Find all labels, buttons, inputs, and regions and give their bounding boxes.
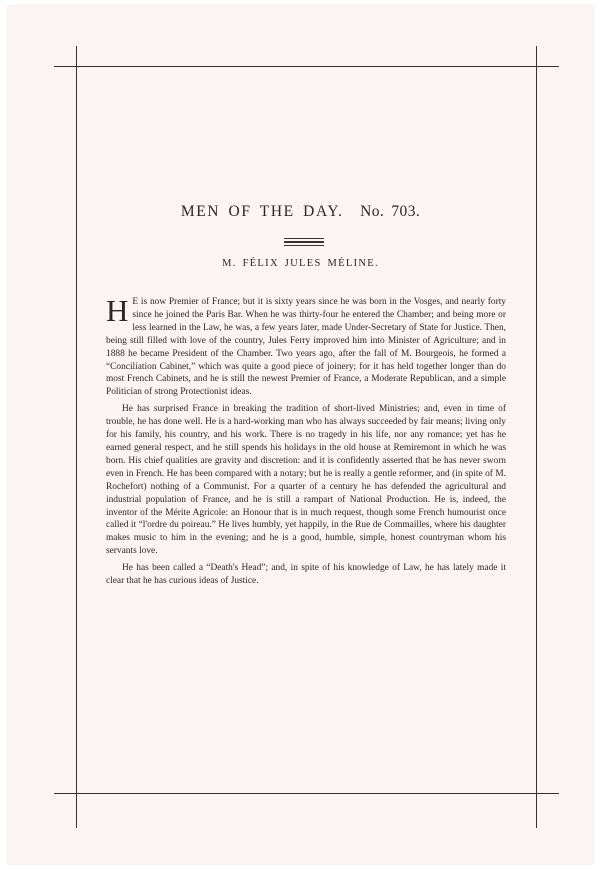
- ornament-rule: [284, 238, 324, 239]
- ornament-rule: [284, 241, 324, 243]
- article-subject: M. FÉLIX JULES MÉLINE.: [222, 258, 379, 269]
- paragraph: [106, 293, 506, 399]
- frame-left-rule: [76, 46, 77, 828]
- article-title: [8, 203, 593, 221]
- page-sheet: [8, 6, 593, 864]
- series-number: No. 703.: [360, 203, 421, 220]
- paragraph: He has been called a “Death's Head”; and, in spite of his knowledge of Law, he has lately made it clear that he has curious ideas of Justice.: [106, 563, 506, 587]
- paragraph: He has surprised France in breaking the tradition of short-lived Ministries; and, even in time of trouble, he has done well. He is a hard-working man who has always succeeded by fair means; living only for his family, his country, and his work. There is no tragedy in his life, nor any romance; yet has he earned general respect, and he still spends his holidays in the old house at Remiremont in which he was born. His chief qualities are gravity and discretion: and it is confidently asserted that he has never sworn even in French. He has been compared with a notary; but he is really a gentle reformer, and (in spite of M. Rochefort) nothing of a Communist. For a quarter of a century he has defended the agricultural and industrial population of France, and he is still a rampart of National Production. He is, indeed, the inventor of the Mérite Agricole: an Honour that is in much request, though some French humourist once called it “l'ordre du poireau.” He lives humbly, yet happily, in the Rue de Commailles, where his daughter makes music to him in the evening; and he is a good, humble, simple, honest countryman whom his servants love.: [106, 404, 506, 557]
- paragraph-text: E is now Premier of France; but it is sixty years since he was born in the Vosges, and nearly forty since he joined the Paris Bar. When he was thirty-four he entered the Chamber; and being more or less learned in the Law, he was, a few years later, made Under-Secretary of State for Justice. Then, being still filled with love of the country, Jules Ferry improved him into Minister of Agriculture; and in 1888 he became President of the Chamber. Two years ago, after the fall of M. Bourgeois, he formed a “Conciliation Cabinet,” which was quite a good piece of joinery; for it has held together longer than do most French Cabinets, and he is still the newest Premier of France, a Moderate Republican, and a simple Politician of strong Protectionist ideas.: [106, 297, 506, 398]
- frame-top-rule: [54, 66, 559, 67]
- article-body: [106, 293, 506, 592]
- ornament-rule: [284, 245, 324, 246]
- series-title: MEN OF THE DAY.: [180, 203, 344, 220]
- drop-cap: H: [106, 293, 129, 328]
- frame-right-rule: [536, 46, 537, 828]
- frame-bottom-rule: [54, 793, 559, 794]
